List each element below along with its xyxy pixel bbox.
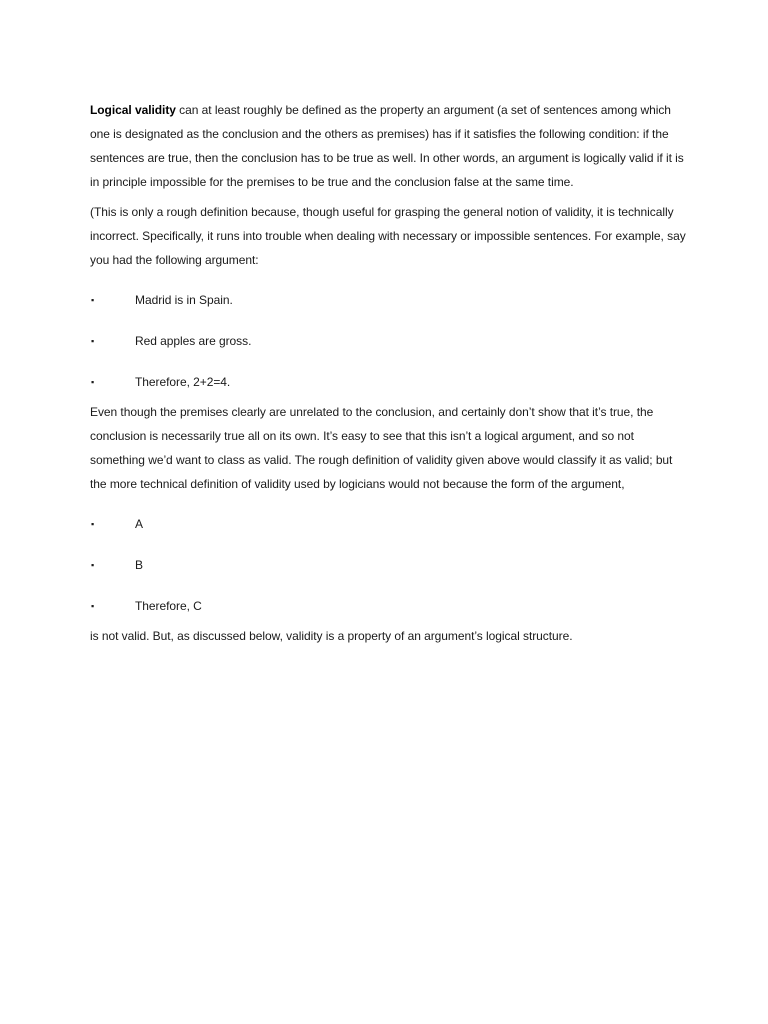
list-item (90, 370, 690, 394)
explanation-paragraph: Even though the premises clearly are unrelated to the conclusion, and certainly don’t show that it’s true, the conclusion is necessarily true all on its own. It’s easy to see that this isn’t a logical argument, and so not something we’d want to class as valid. The rough definition of validity given above would classify it as valid; but the more technical definition of validity used by logicians would not because the form of the argument, (90, 405, 673, 491)
list-item-text: A (135, 517, 143, 531)
list-item-text: Madrid is in Spain. (135, 293, 233, 307)
argument-form-list (90, 512, 690, 618)
list-item-text: Therefore, 2+2=4. (135, 375, 231, 389)
list-item (90, 512, 690, 536)
intro-text: can at least roughly be defined as the property an argument (a set of sentences among which one is designated as the conclusion and the others as premises) has if it satisfies the following condition: if the sentences are true, then the conclusion has to be true as well. In other words, an argument is logically valid if it is in principle impossible for the premises to be true and the conclusion false at the same time. (90, 103, 684, 189)
intro-paragraph (90, 98, 690, 194)
rough-definition-paragraph: (This is only a rough definition because, though useful for grasping the general notion of validity, it is technically incorrect. Specifically, it runs into trouble when dealing with necessary or impossible sentences. For example, say you had the following argument: (90, 205, 686, 267)
bullet-icon: ▪ (91, 295, 95, 305)
list-item (90, 288, 690, 312)
example-argument-list (90, 288, 690, 394)
bullet-icon: ▪ (91, 601, 95, 611)
bullet-icon: ▪ (91, 336, 95, 346)
document-page (90, 98, 690, 654)
list-item (90, 594, 690, 618)
list-item-text: Red apples are gross. (135, 334, 252, 348)
list-item (90, 329, 690, 353)
list-item-text: B (135, 558, 143, 572)
bullet-icon: ▪ (91, 377, 95, 387)
list-item-text: Therefore, C (135, 599, 202, 613)
bullet-icon: ▪ (91, 519, 95, 529)
list-item (90, 553, 690, 577)
bold-term: Logical validity (90, 103, 176, 117)
closing-paragraph: is not valid. But, as discussed below, validity is a property of an argument’s logical structure. (90, 629, 573, 643)
bullet-icon: ▪ (91, 560, 95, 570)
